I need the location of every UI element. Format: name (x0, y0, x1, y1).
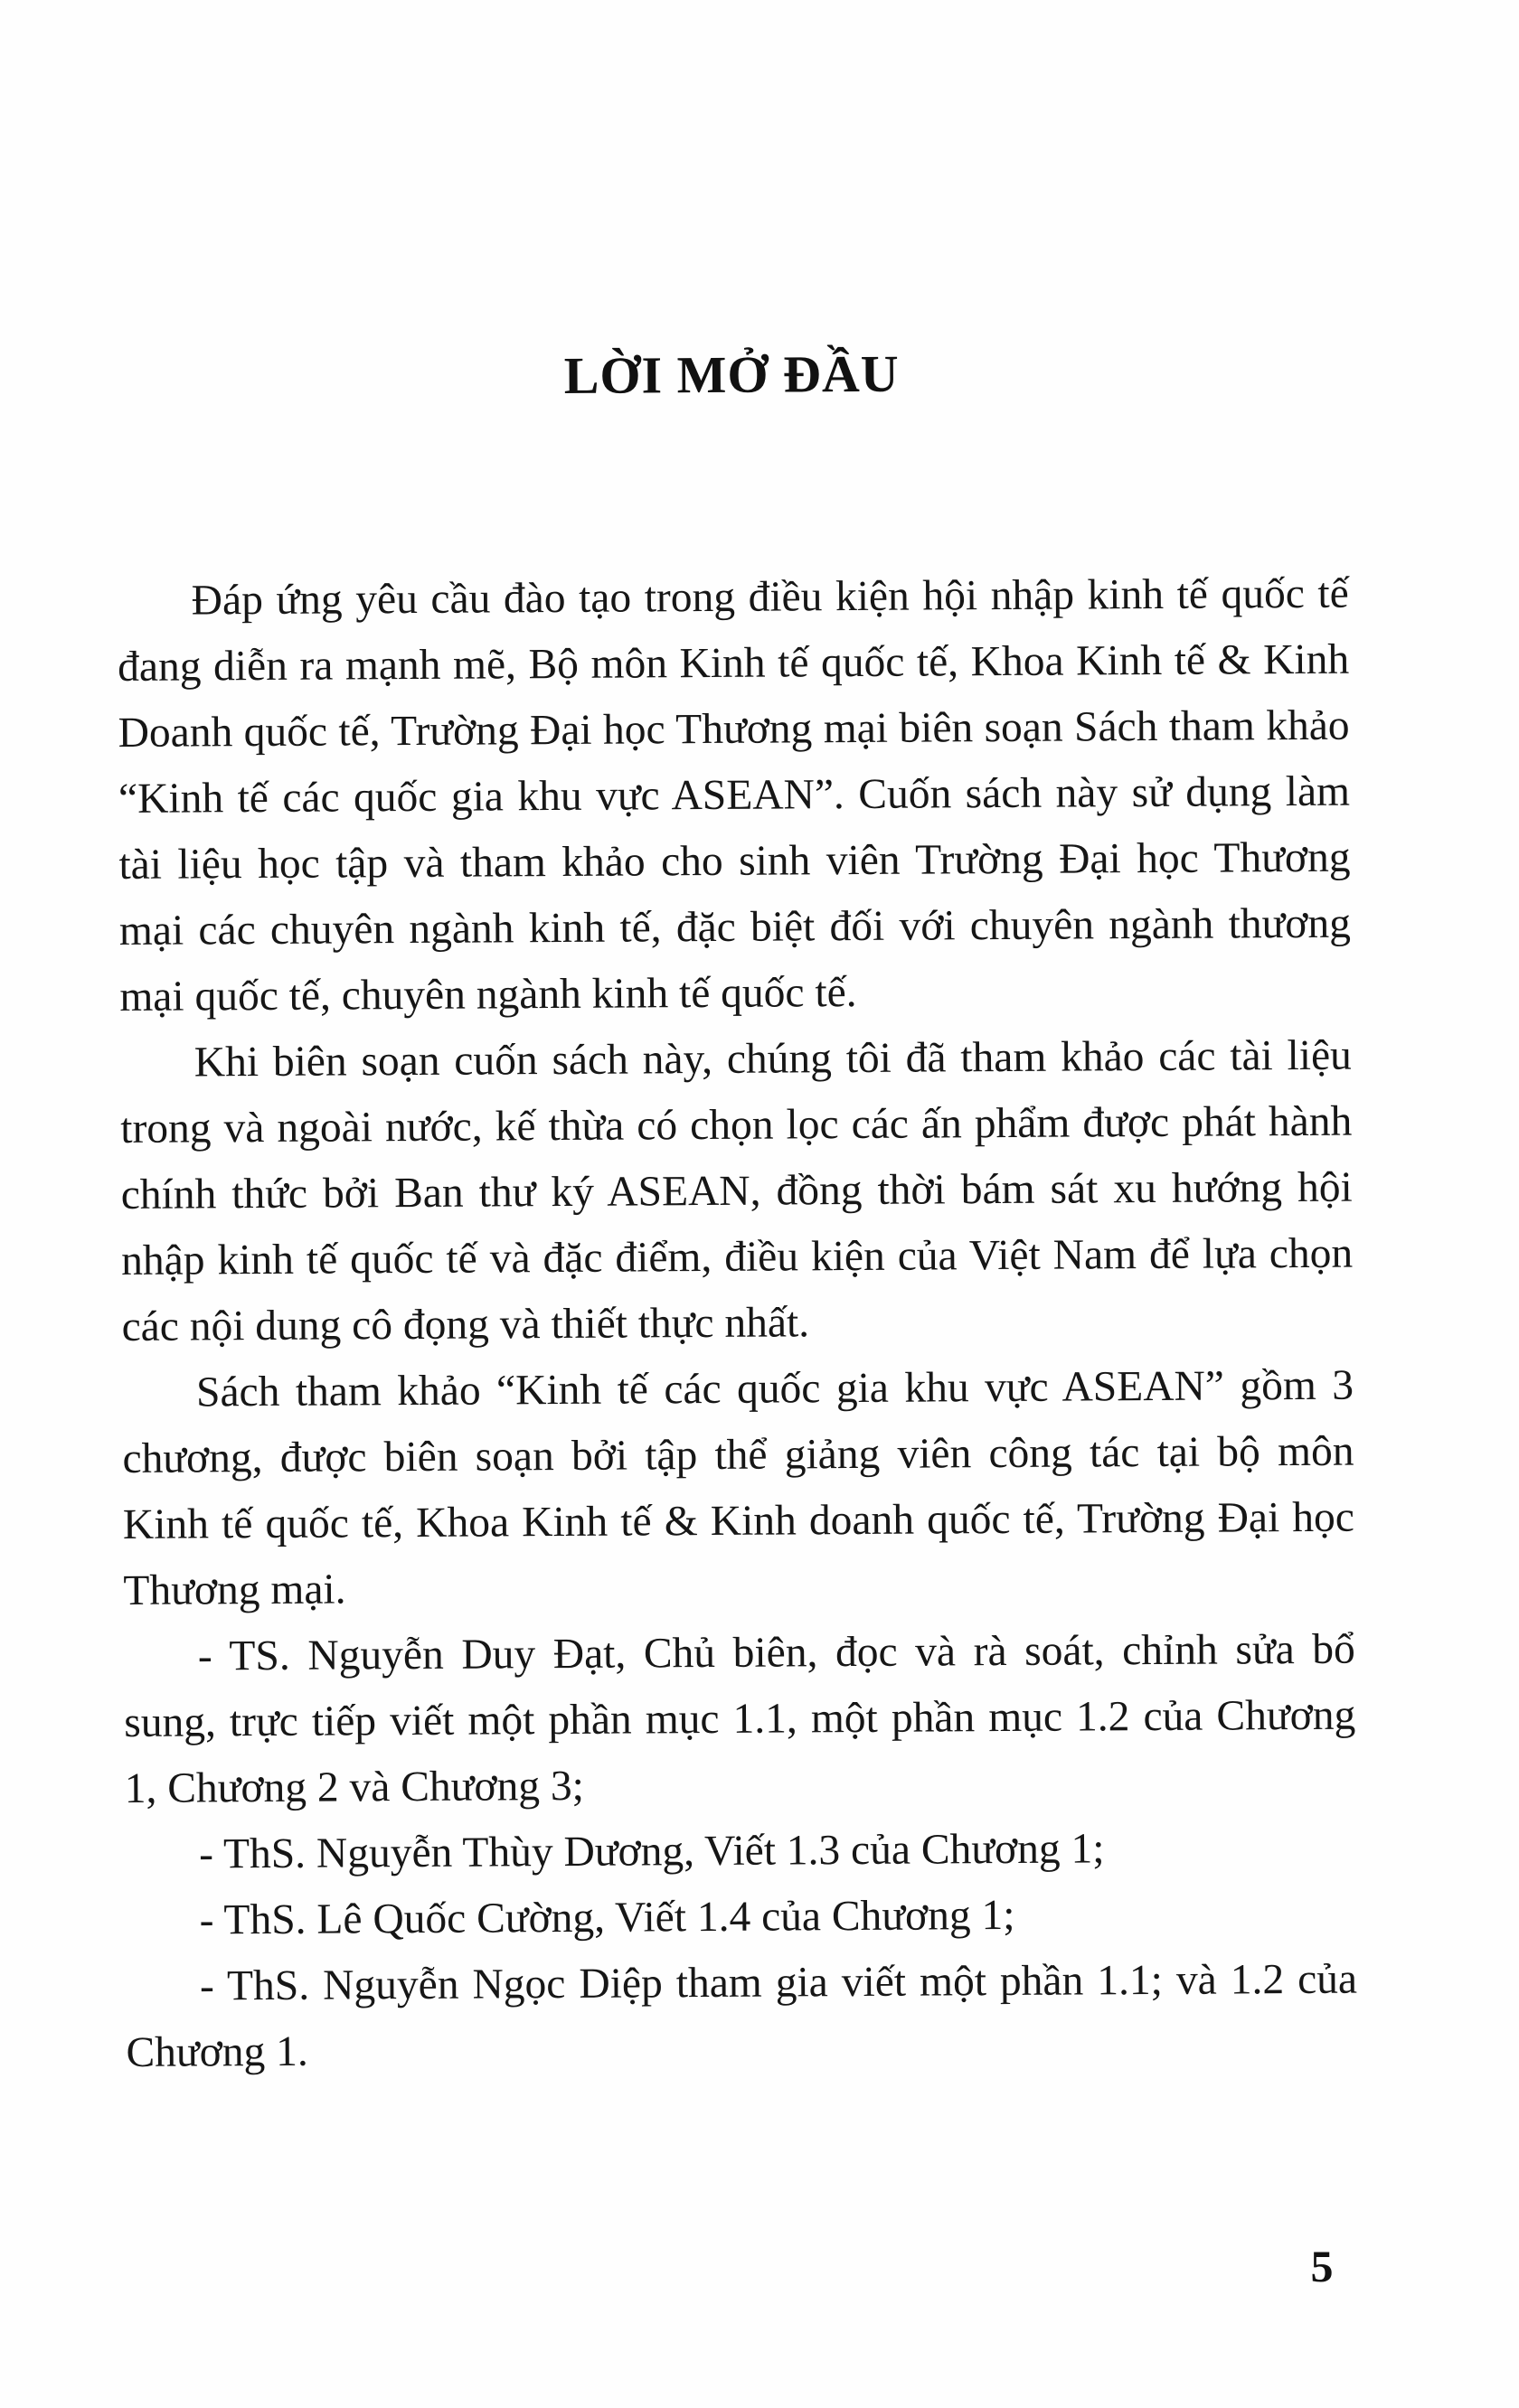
paragraph-author-diep: - ThS. Nguyễn Ngọc Diệp tham gia viết một phần 1.1; và 1.2 của Chương 1. (126, 1955, 1358, 2076)
paragraph-author-duong: - ThS. Nguyễn Thùy Dương, Viết 1.3 của Chương 1; (199, 1825, 1105, 1878)
page-number: 5 (1310, 2241, 1334, 2291)
paragraph-author-dat: - TS. Nguyễn Duy Đạt, Chủ biên, đọc và rà soát, chỉnh sửa bổ sung, trực tiếp viết một phần mục 1.1, một phần mục 1.2 của Chương 1, Chương 2 và Chương 3; (124, 1625, 1356, 1812)
page-title: LỜI MỞ ĐẦU (563, 343, 900, 405)
paragraph-intro: Đáp ứng yêu cầu đào tạo trong điều kiện hội nhập kinh tế quốc tế đang diễn ra mạnh mẽ, Bộ môn Kinh tế quốc tế, Khoa Kinh tế & Kinh Doanh quốc tế, Trường Đại học Thương mại biên soạn Sách tham khảo “Kinh tế các quốc gia khu vực ASEAN”. Cuốn sách này sử dụng làm tài liệu học tập và tham khảo cho sinh viên Trường Đại học Thương mại các chuyên ngành kinh tế, đặc biệt đối với chuyên ngành thương mại quốc tế, chuyên ngành kinh tế quốc tế. (118, 569, 1352, 1021)
text-block (116, 340, 1358, 2086)
paragraph-structure: Sách tham khảo “Kinh tế các quốc gia khu vực ASEAN” gồm 3 chương, được biên soạn bởi tập thể giảng viên công tác tại bộ môn Kinh tế quốc tế, Khoa Kinh tế & Kinh doanh quốc tế, Trường Đại học Thương mại. (122, 1361, 1355, 1614)
body-text (117, 561, 1357, 2086)
paragraph-sources: Khi biên soạn cuốn sách này, chúng tôi đã tham khảo các tài liệu trong và ngoài nước, kế thừa có chọn lọc các ấn phẩm được phát hành chính thức bởi Ban thư ký ASEAN, đồng thời bám sát xu hướng hội nhập kinh tế quốc tế và đặc điểm, điều kiện của Việt Nam để lựa chọn các nội dung cô đọng và thiết thực nhất. (120, 1031, 1354, 1350)
paragraph-author-cuong: - ThS. Lê Quốc Cường, Viết 1.4 của Chương 1; (199, 1891, 1015, 1944)
